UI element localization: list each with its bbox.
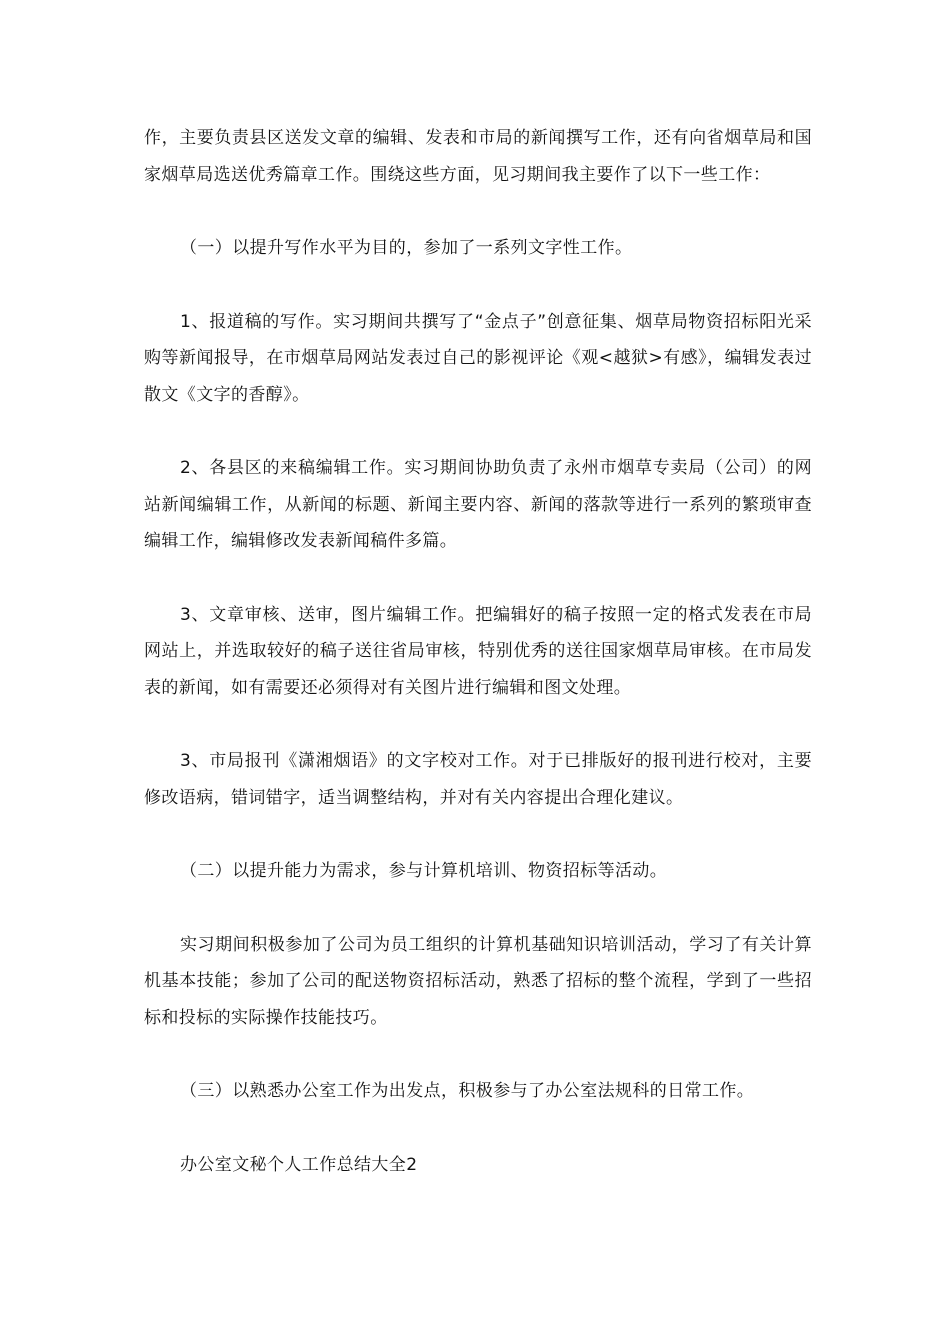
- section-heading-3: （三）以熟悉办公室工作为出发点，积极参与了办公室法规科的日常工作。: [180, 1081, 755, 1101]
- paragraph-gap: [144, 1036, 812, 1073]
- document-subtitle: 办公室文秘个人工作总结大全2: [180, 1154, 418, 1175]
- section-heading-2: （二）以提升能力为需求，参与计算机培训、物资招标等活动。: [180, 861, 668, 881]
- paragraph-gap: [144, 413, 812, 450]
- section-heading-1: （一）以提升写作水平为目的，参加了一系列文字性工作。: [180, 238, 633, 258]
- paragraph-gap: [144, 1110, 812, 1147]
- paragraph-gap: [144, 816, 812, 853]
- paragraph-gap: [144, 193, 812, 230]
- paragraph-intro-continuation: 作，主要负责县区送发文章的编辑、发表和市局的新闻撰写工作，还有向省烟草局和国家烟草局选送优秀篇章工作。围绕这些方面，见习期间我主要作了以下一些工作：: [144, 128, 812, 185]
- paragraph-item-3: 3、文章审核、送审，图片编辑工作。把编辑好的稿子按照一定的格式发表在市局网站上，并选取较好的稿子送往省局审核，特别优秀的送往国家烟草局审核。在市局发表的新闻，如有需要还必须得对有关图片进行编辑和图文处理。: [144, 604, 812, 698]
- document-body: [144, 120, 812, 1183]
- paragraph-gap: [144, 890, 812, 927]
- paragraph-item-4: 3、市局报刊《潇湘烟语》的文字校对工作。对于已排版好的报刊进行校对，主要修改语病，错词错字，适当调整结构，并对有关内容提出合理化建议。: [144, 751, 812, 808]
- paragraph-item-2: 2、各县区的来稿编辑工作。实习期间协助负责了永州市烟草专卖局（公司）的网站新闻编辑工作，从新闻的标题、新闻主要内容、新闻的落款等进行一系列的繁琐审查编辑工作，编辑修改发表新闻稿件多篇。: [144, 458, 812, 551]
- paragraph-gap: [144, 560, 812, 597]
- paragraph-training: 实习期间积极参加了公司为员工组织的计算机基础知识培训活动，学习了有关计算机基本技能；参加了公司的配送物资招标活动，熟悉了招标的整个流程，学到了一些招标和投标的实际操作技能技巧。: [144, 934, 812, 1028]
- paragraph-item-1: 1、报道稿的写作。实习期间共撰写了“金点子”创意征集、烟草局物资招标阳光采购等新闻报导，在市烟草局网站发表过自己的影视评论《观<越狱>有感》，编辑发表过散文《文字的香醇》。: [144, 311, 812, 405]
- paragraph-gap: [144, 706, 812, 743]
- paragraph-gap: [144, 267, 812, 304]
